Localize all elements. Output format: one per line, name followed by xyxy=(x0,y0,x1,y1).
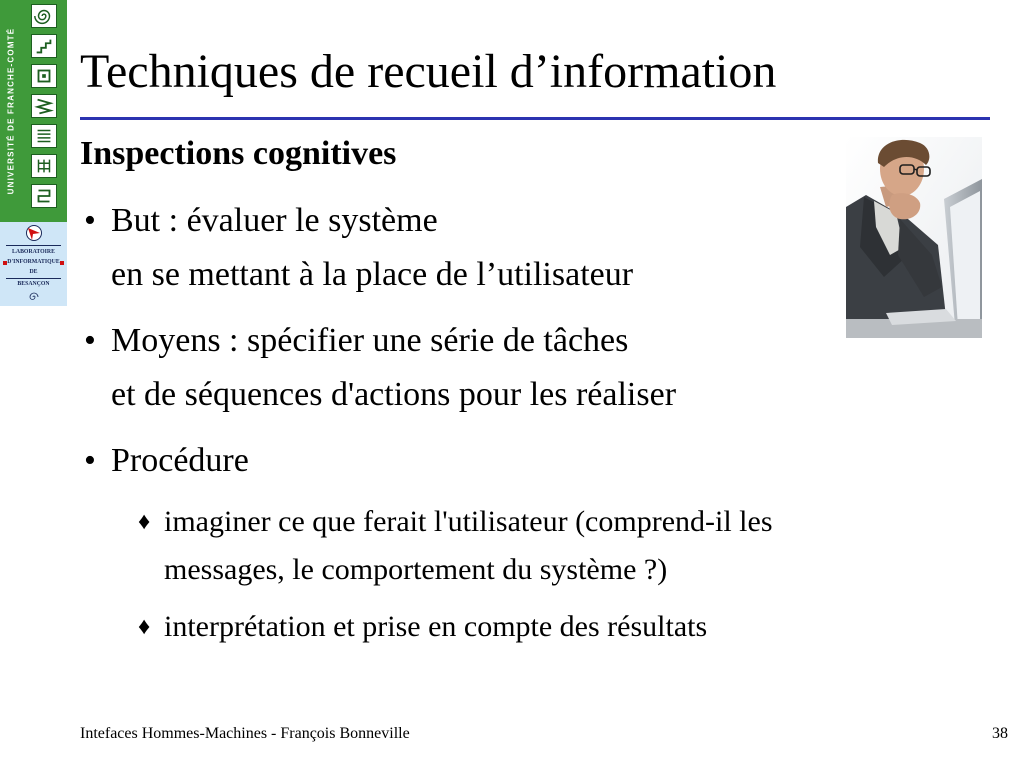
lab-divider xyxy=(6,245,61,246)
footer-text: Intefaces Hommes-Machines - François Bonneville xyxy=(80,725,410,742)
sub-bullet-2-line-1: interprétation et prise en compte des résultats xyxy=(164,610,708,643)
grid-symbol-icon xyxy=(31,154,57,178)
lab-arrow-icon xyxy=(24,224,44,242)
bullet-1-line-2: en se mettant à la place de l’utilisateur xyxy=(111,256,634,293)
bullet-marker: • xyxy=(84,322,96,359)
lab-line-2: D'INFORMATIQUE xyxy=(7,259,60,265)
sub-bullet-1-line-2: messages, le comportement du système ?) xyxy=(164,553,668,586)
sub-bullet-1-line-1: imaginer ce que ferait l'utilisateur (comprend-il les xyxy=(164,505,773,538)
bullet-2-line-2: et de séquences d'actions pour les réaliser xyxy=(111,376,677,413)
stairs-symbol-icon xyxy=(31,34,57,58)
bullet-marker: • xyxy=(84,442,96,479)
zigzag-symbol-icon xyxy=(31,94,57,118)
man-at-computer-photo xyxy=(846,137,982,338)
wave-symbol-icon xyxy=(31,124,57,148)
page-number: 38 xyxy=(992,725,1008,742)
lab-red-dot xyxy=(60,261,64,265)
lab-divider xyxy=(6,278,61,279)
lab-line-4: BESANÇON xyxy=(17,281,50,287)
lab-line-1: LABORATOIRE xyxy=(12,249,55,255)
square-symbol-icon xyxy=(31,64,57,88)
university-name-strip xyxy=(0,0,22,222)
lab-swirl-icon xyxy=(29,292,39,302)
university-name: UNIVERSITÉ DE FRANCHE-COMTÉ xyxy=(6,27,16,195)
title-underline xyxy=(80,117,990,120)
bullet-marker: • xyxy=(84,202,96,239)
spiral-symbol-icon xyxy=(31,4,57,28)
knot-symbol-icon xyxy=(31,184,57,208)
diamond-bullet-icon: ♦ xyxy=(138,509,151,535)
bullet-3-line-1: Procédure xyxy=(111,442,249,479)
bullet-1-line-1: But : évaluer le système xyxy=(111,202,438,239)
slide-title: Techniques de recueil d’information xyxy=(80,45,777,98)
diamond-bullet-icon: ♦ xyxy=(138,614,151,640)
lab-line-3: DE xyxy=(29,269,38,275)
university-logo-band xyxy=(0,0,67,306)
lab-logo xyxy=(0,222,67,306)
bullet-2-line-1: Moyens : spécifier une série de tâches xyxy=(111,322,629,359)
section-heading: Inspections cognitives xyxy=(80,135,397,172)
